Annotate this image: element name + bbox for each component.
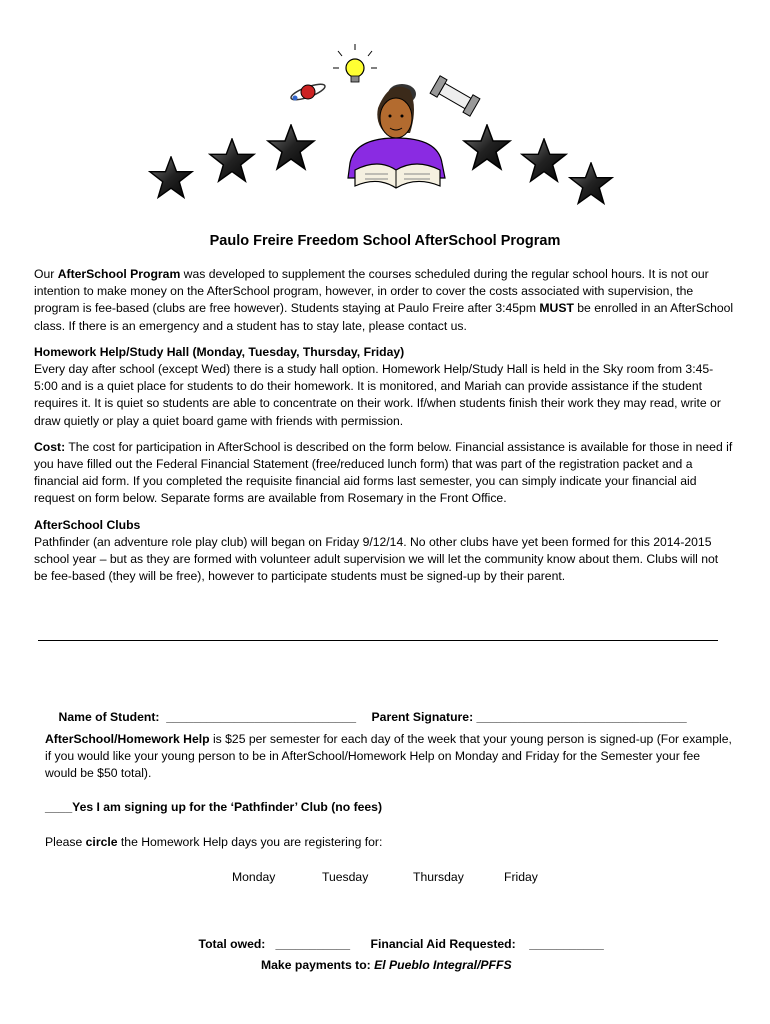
payment-label: Make payments to: <box>261 958 375 972</box>
cost-label: Cost: <box>34 439 66 454</box>
day-tuesday[interactable]: Tuesday <box>322 870 369 884</box>
payment-instructions <box>261 958 512 972</box>
day-thursday[interactable]: Thursday <box>413 870 464 884</box>
star-icon <box>268 125 314 169</box>
divider-line <box>38 640 718 641</box>
homework-section <box>34 344 734 430</box>
planet-icon <box>289 81 326 103</box>
intro-text: Our <box>34 267 58 281</box>
parent-signature-label: Parent Signature: <box>371 710 474 724</box>
fee-paragraph <box>45 731 735 783</box>
fee-bold: AfterSchool/Homework Help <box>45 732 210 746</box>
intro-bold-must: MUST <box>539 301 574 316</box>
financial-aid-label: Financial Aid Requested: <box>370 937 516 951</box>
clubs-heading: AfterSchool Clubs <box>34 517 141 532</box>
star-icon <box>464 125 510 169</box>
circle-text: the Homework Help days you are registering for: <box>117 835 383 849</box>
reading-student-illustration <box>348 84 445 188</box>
homework-text: Every day after school (except Wed) there is a study hall option. Homework Help/Study Hall is held in the Sky room from 3:45-5:00 and is a quiet place for students to do their homework. It is monitored, and Mariah can provide assistance if the student requires it. It is quiet so students are able to concentrate on their work. If/when students finish their work they may read, write or draw quietly or play a quiet board game with friends with permission. <box>34 362 721 428</box>
cost-text: The cost for participation in AfterSchool is described on the form below. Financial assistance is available for those in need if you have filled out the Federal Financial Statement (free/reduced lunch form) that was part of the registration packet and a financial aid form. If you completed the requisite financial aid forms last semester, you can simply indicate your financial aid request on form below. Separate forms are available from Rosemary in the Front Office. <box>34 439 733 506</box>
star-icon <box>150 157 192 197</box>
payment-recipient: El Pueblo Integral/PFFS <box>374 958 512 972</box>
star-icon <box>210 139 254 181</box>
intro-text: was developed to supplement the courses scheduled during the regular school hours. It is not our intention to make money on the AfterSchool program, however, in order to cover the costs associated with supervision, the program is fee-based (clubs are free however). Students staying at Paulo Freire after 3:45pm <box>34 267 709 316</box>
star-icon <box>570 163 612 203</box>
homework-heading: Homework Help/Study Hall (Monday, Tuesday, Thursday, Friday) <box>34 344 405 359</box>
body-text <box>34 266 734 594</box>
intro-bold-program: AfterSchool Program <box>57 267 181 281</box>
total-owed-label: Total owed: <box>198 937 266 951</box>
header-illustration <box>140 38 620 218</box>
page-title: Paulo Freire Freedom School AfterSchool Program <box>209 233 561 249</box>
financial-aid-line[interactable]: ___________ <box>529 937 604 951</box>
star-icon <box>522 139 566 181</box>
satellite-icon <box>430 76 480 116</box>
intro-text: be enrolled in an AfterSchool class. If there is an emergency and a student has to stay late, please contact us. <box>34 301 734 333</box>
day-friday[interactable]: Friday <box>504 870 538 884</box>
clubs-section <box>34 517 734 586</box>
day-monday[interactable]: Monday <box>232 870 276 884</box>
intro-paragraph <box>34 266 734 335</box>
circle-text: Please <box>45 835 86 849</box>
student-name-label: Name of Student: <box>58 710 160 724</box>
total-owed-line[interactable]: ___________ <box>275 937 351 951</box>
circle-instructions <box>45 835 382 849</box>
lightbulb-icon <box>333 44 377 82</box>
cost-section <box>34 439 734 508</box>
fee-text: is $25 per semester for each day of the week that your young person is signed-up (For example, if you would like your young person to be in AfterSchool/Homework Help on Monday and Friday for the Semester your fee would be $50 total). <box>45 732 732 781</box>
circle-bold: circle <box>85 835 118 849</box>
student-name-line[interactable]: ____________________________ <box>166 710 357 724</box>
pathfinder-signup[interactable]: ____Yes I am signing up for the ‘Pathfinder’ Club (no fees) <box>45 800 383 814</box>
clubs-text: Pathfinder (an adventure role play club) will began on Friday 9/12/14. No other clubs have yet been formed for this 2014-2015 school year – but as they are formed with volunteer adult supervision we will let the community know about them. Clubs will not be fee-based (they will be free), however to participate students must be signed-up by their parent. <box>34 534 719 584</box>
parent-signature-line[interactable]: _______________________________ <box>476 710 687 724</box>
